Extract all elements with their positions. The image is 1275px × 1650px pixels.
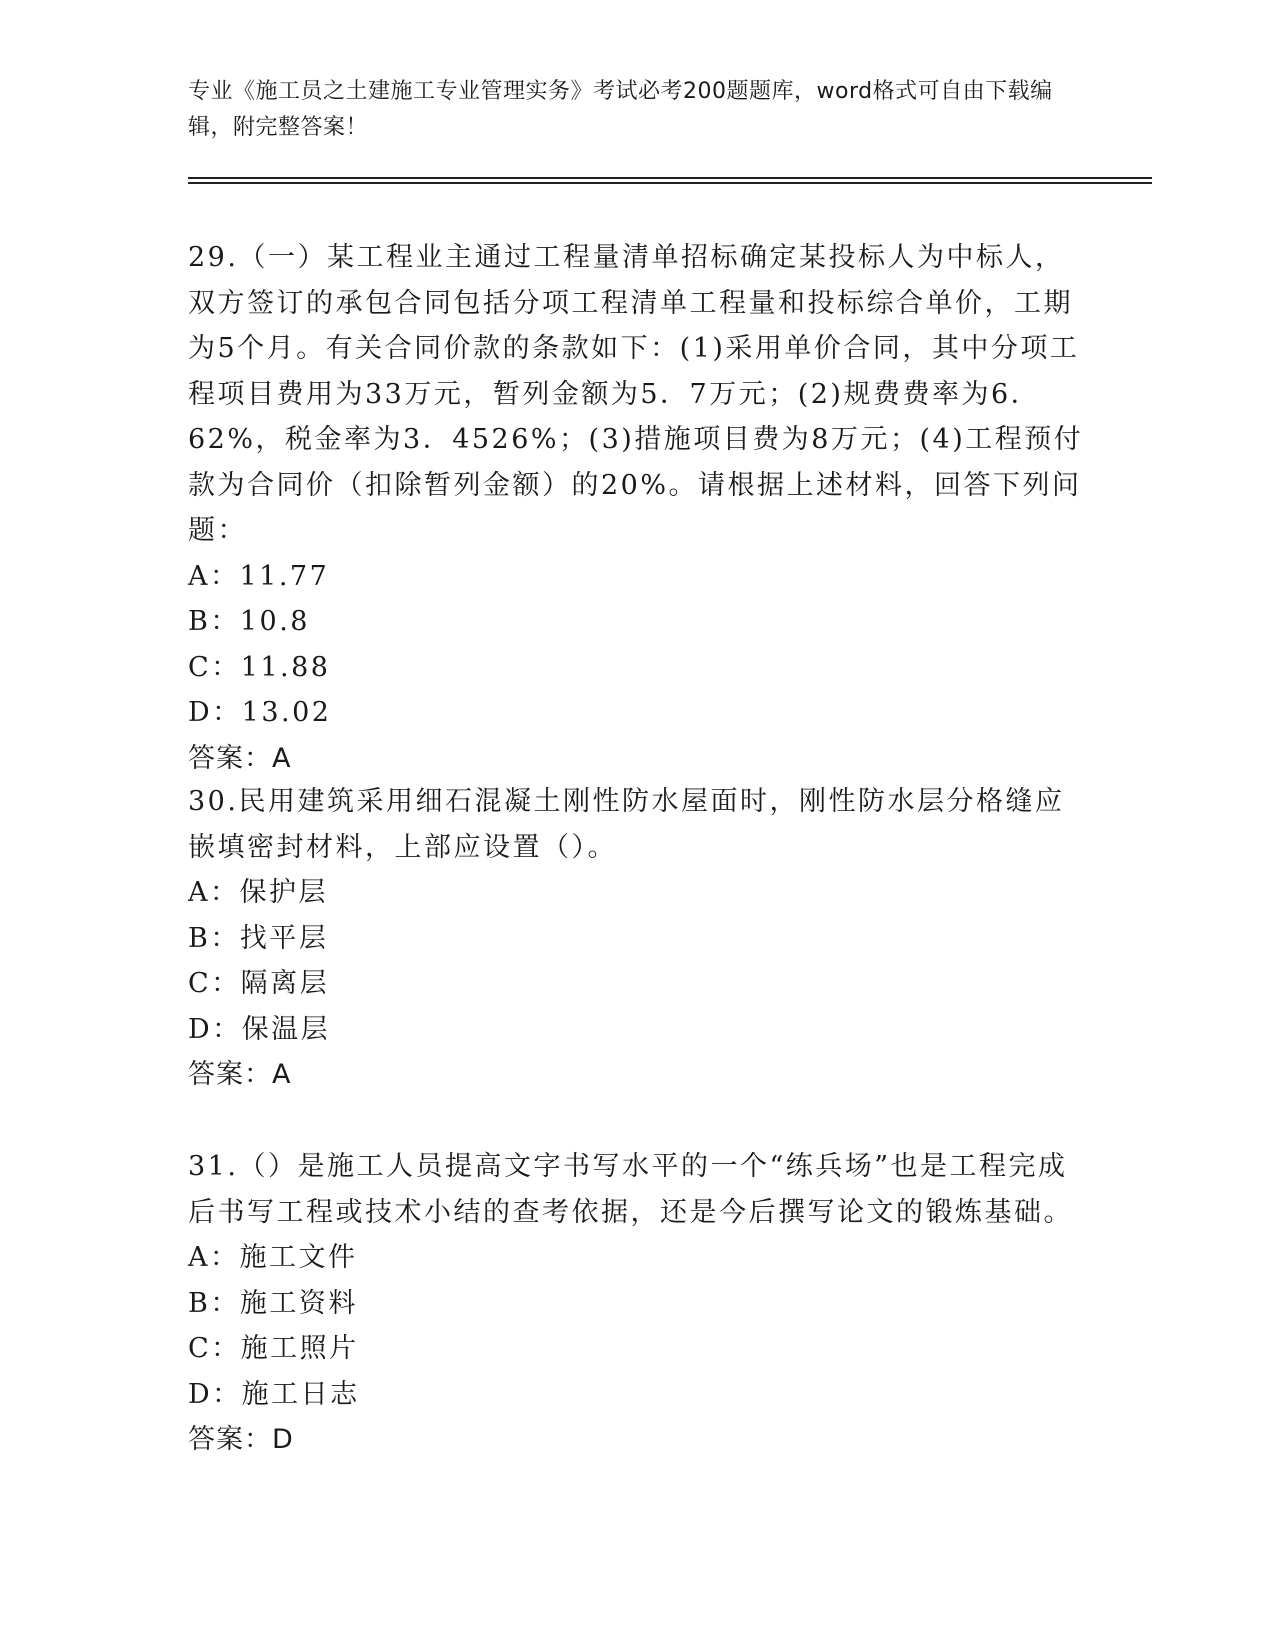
option-a: A：11.77 <box>188 560 330 592</box>
option-d: D：13.02 <box>188 697 332 728</box>
question-31 <box>188 1144 1088 1463</box>
option-b: B：施工资料 <box>188 1287 358 1319</box>
document-header: 专业《施工员之土建施工专业管理实务》考试必考200题题库，word格式可自由下载编辑，附完整答案！ <box>188 79 1053 140</box>
option-b: B：找平层 <box>188 922 329 954</box>
option-c: C：隔离层 <box>188 968 330 999</box>
question-text: 29.（一）某工程业主通过工程量清单招标确定某投标人为中标人，双方签订的承包合同包括分项工程清单工程量和投标综合单价，工期为5个月。有关合同价款的条款如下：(1)采用单价合同，其中分项工程项目费用为33万元，暂列金额为5．7万元；(2)规费费率为6．62%，税金率为3．4526%；(3)措施项目费为8万元；(4)工程预付款为合同价（扣除暂列金额）的20%。请根据上述材料，回答下列问题： <box>188 242 1084 546</box>
option-d: D：保温层 <box>188 1013 331 1045</box>
question-text: 30.民用建筑采用细石混凝土刚性防水屋面时，刚性防水层分格缝应嵌填密封材料，上部应设置（）。 <box>188 786 1065 863</box>
option-c: C：施工照片 <box>188 1333 359 1364</box>
header-divider-top <box>188 177 1152 179</box>
option-b: B：10.8 <box>188 606 310 637</box>
answer-line: 答案：D <box>188 1424 294 1455</box>
option-a: A：施工文件 <box>188 1242 358 1273</box>
answer-line: 答案：A <box>188 1059 292 1090</box>
question-text: 31.（）是施工人员提高文字书写水平的一个“练兵场”也是工程完成后书写工程或技术小结的查考依据，还是今后撰写论文的锻炼基础。 <box>188 1151 1073 1228</box>
option-d: D：施工日志 <box>188 1378 360 1410</box>
header-divider-bottom <box>188 182 1152 184</box>
question-30 <box>188 779 1088 1098</box>
option-a: A：保护层 <box>188 877 328 908</box>
option-c: C：11.88 <box>188 651 331 683</box>
answer-line: 答案：A <box>188 742 292 774</box>
question-29 <box>188 235 1088 781</box>
